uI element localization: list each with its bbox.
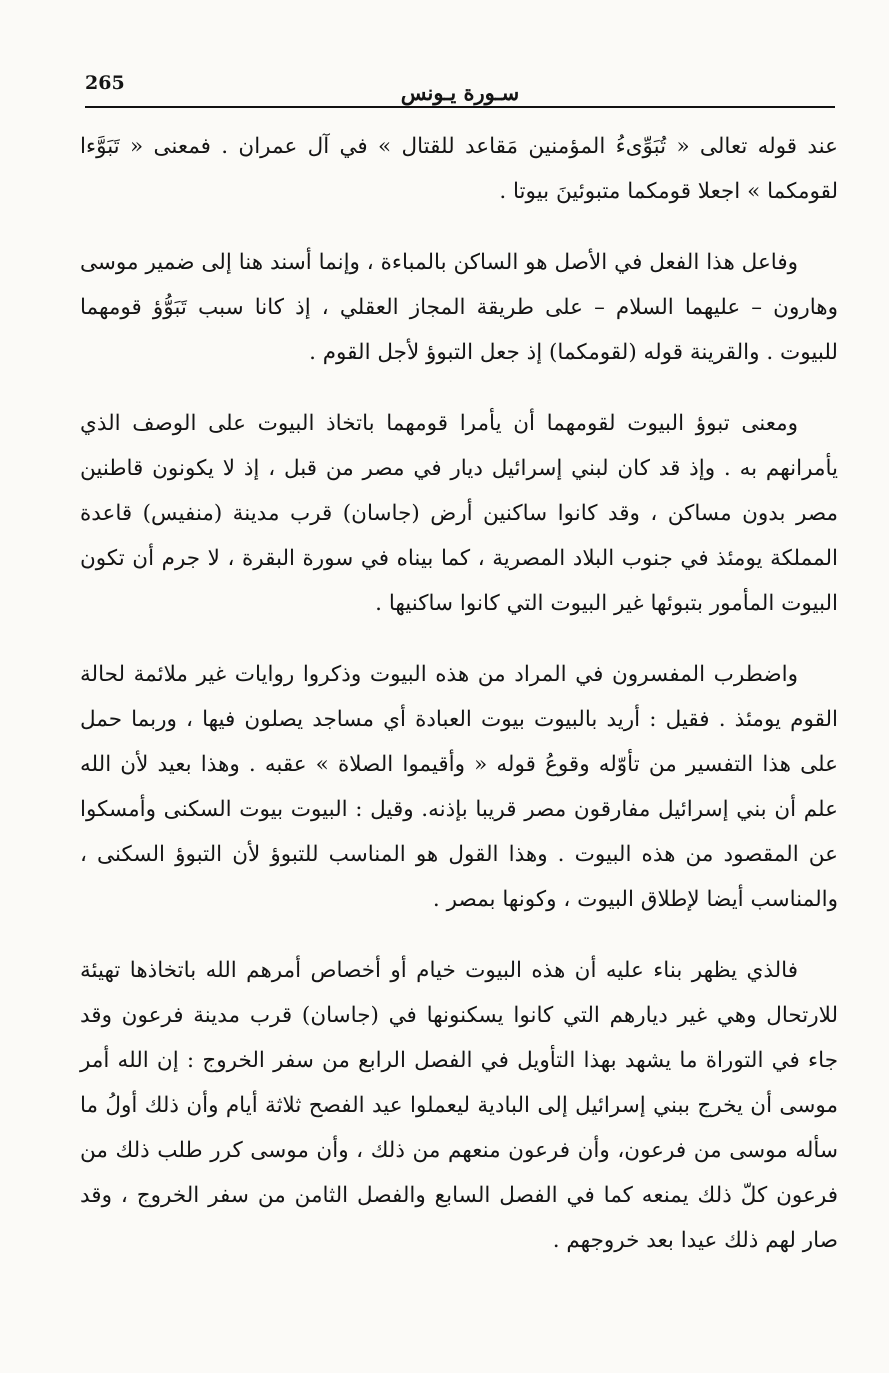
page-number: 265 [85, 72, 125, 94]
page-header [85, 66, 835, 108]
body-text [80, 124, 838, 1289]
paragraph: فالذي يظهر بناء عليه أن هذه البيوت خيام أو أخصاص أمرهم الله باتخاذها تهيئة للارتحال وهي غير ديارهم التي كانوا يسكنونها في (جاسان) قرب مدينة فرعون وقد جاء في التوراة ما يشهد بهذا التأويل في الفصل الرابع من سفر الخروج : إن الله أمر موسى أن يخرج ببني إسرائيل إلى البادية ليعملوا عيد الفصح ثلاثة أيام وأن ذلك أولُ ما سأله موسى من فرعون، وأن فرعون منعهم من ذلك ، وأن موسى كرر طلب ذلك من فرعون كلّ ذلك يمنعه كما في الفصل السابع والفصل الثامن من سفر الخروج ، وقد صار لهم ذلك عيدا بعد خروجهم . [80, 958, 838, 1253]
paragraph: وفاعل هذا الفعل في الأصل هو الساكن بالمباءة ، وإنما أسند هنا إلى ضمير موسى وهارون – عليهما السلام – على طريقة المجاز العقلي ، إذ كانا سبب تَبَوُّؤ قومهما للبيوت . والقرينة قوله (لقومكما) إذ جعل التبوؤ لأجل القوم . [80, 250, 838, 365]
header-rule [85, 106, 835, 108]
paragraph: واضطرب المفسرون في المراد من هذه البيوت وذكروا روايات غير ملائمة لحالة القوم يومئذ . فقيل : أريد بالبيوت بيوت العبادة أي مساجد يصلون فيها ، وربما حمل على هذا التفسير من تأوّله وقوعُ قوله « وأقيموا الصلاة » عقبه . وهذا بعيد لأن الله علم أن بني إسرائيل مفارقون مصر قريبا بإذنه. وقيل : البيوت بيوت السكنى وأمسكوا عن المقصود من هذه البيوت . وهذا القول هو المناسب للتبوؤ لأن التبوؤ السكنى ، والمناسب أيضا لإطلاق البيوت ، وكونها بمصر . [80, 662, 838, 912]
paragraph: عند قوله تعالى « تُبَوِّىءُ المؤمنين مَقاعد للقتال » في آل عمران . فمعنى « تَبَوَّءا لقومكما » اجعلا قومكما متبوئينَ بيوتا . [80, 134, 838, 204]
paragraph: ومعنى تبوؤ البيوت لقومهما أن يأمرا قومهما باتخاذ البيوت على الوصف الذي يأمرانهم به . وإذ قد كان لبني إسرائيل ديار في مصر من قبل ، إذ لا يكونون قاطنين مصر بدون مساكن ، وقد كانوا ساكنين أرض (جاسان) قرب مدينة (منفيس) قاعدة المملكة يومئذ في جنوب البلاد المصرية ، كما بيناه في سورة البقرة ، لا جرم أن تكون البيوت المأمور بتبوئها غير البيوت التي كانوا ساكنيها . [80, 411, 838, 616]
running-title: سـورة يـونس [400, 80, 520, 105]
